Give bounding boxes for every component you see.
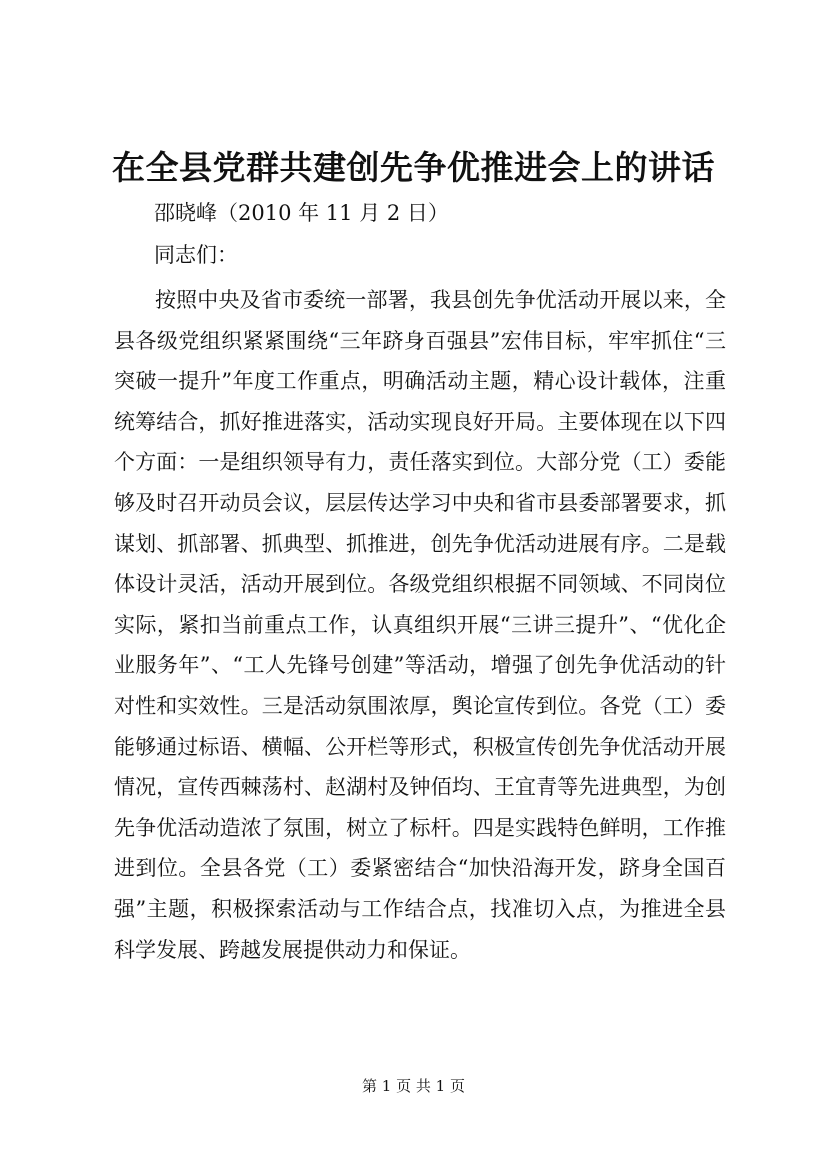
page-footer: 第 1 页 共 1 页	[362, 1077, 465, 1095]
body-paragraph: 按照中央及省市委统一部署，我县创先争优活动开展以来，全县各级党组织紧紧围绕“三年跻身百强县”宏伟目标，牢牢抓住“三突破一提升”年度工作重点，明确活动主题，精心设计载体，注重统筹结合，抓好推进落实，活动实现良好开局。主要体现在以下四个方面：一是组织领导有力，责任落实到位。大部分党（工）委能够及时召开动员会议，层层传达学习中央和省市县委部署要求，抓谋划、抓部署、抓典型、抓推进，创先争优活动进展有序。二是载体设计灵活，活动开展到位。各级党组织根据不同领域、不同岗位实际，紧扣当前重点工作，认真组织开展“三讲三提升”、“优化企业服务年”、“工人先锋号创建”等活动，增强了创先争优活动的针对性和实效性。三是活动氛围浓厚，舆论宣传到位。各党（工）委能够通过标语、横幅、公开栏等形式，积极宣传创先争优活动开展情况，宣传西棘荡村、赵湖村及钟佰均、王宜青等先进典型，为创先争优活动造浓了氛围，树立了标杆。四是实践特色鲜明，工作推进到位。全县各党（工）委紧密结合“加快沿海开发，跻身全国百强”主题，积极探索活动与工作结合点，找准切入点，为推进全县科学发展、跨越发展提供动力和保证。	[114, 288, 726, 962]
author-date-line: 邵晓峰（2010 年 11 月 2 日）	[154, 201, 449, 225]
greeting: 同志们：	[154, 243, 238, 267]
document-title: 在全县党群共建创先争优推进会上的讲话	[112, 148, 715, 187]
